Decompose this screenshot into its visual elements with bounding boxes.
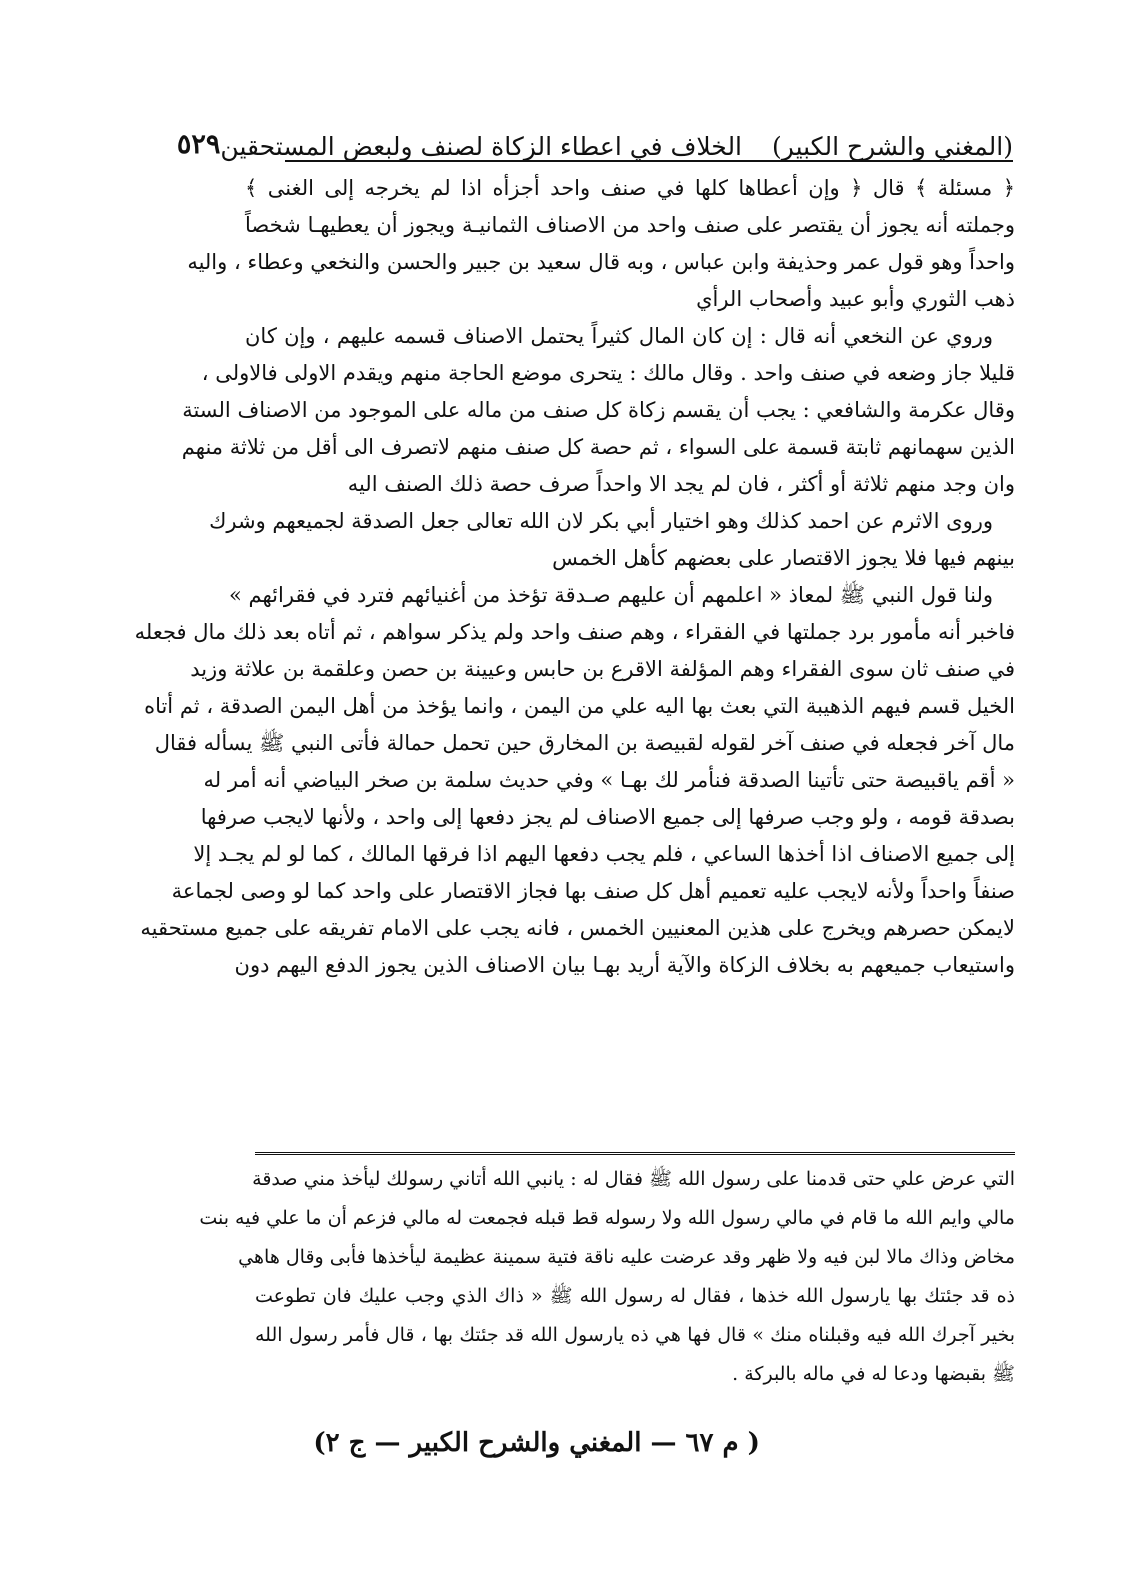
page-number: ٥٢٩ (176, 129, 221, 161)
text-line: قليلا جاز وضعه في صنف واحد . وقال مالك : يتحرى موضع الحاجة منهم ويقدم الاولى فالاولى ، (201, 361, 1015, 385)
text-line: ذهب الثوري وأبو عبيد وأصحاب الرأي (696, 287, 1015, 311)
section-title: الخلاف في اعطاء الزكاة لصنف ولبعض المستحقين (220, 131, 743, 161)
footnote-line: ذه قد جئتك بها يارسول الله خذها ، فقال له رسول الله ﷺ « ذاك الذي وجب عليك فان تطوعت (255, 1285, 1015, 1307)
text-line: في صنف ثان سوى الفقراء وهم المؤلفة الاقرع بن حابس وعيينة بن حصن وعلقمة بن علاثة وزيد (190, 657, 1015, 681)
text-line: بينهم فيها فلا يجوز الاقتصار على بعضهم كأهل الخمس (552, 546, 1015, 570)
running-header (176, 112, 1013, 161)
text-line: وروى الاثرم عن احمد كذلك وهو اختيار أبي بكر لان الله تعالى جعل الصدقة لجميعهم وشرك (209, 509, 993, 533)
footnote-text (199, 1160, 1015, 1394)
text-line: صنفاً واحداً ولأنه لايجب عليه تعميم أهل كل صنف بها فجاز الاقتصار على واحد كما لو وصى لجماعة (171, 879, 1015, 903)
text-line: بصدقة قومه ، ولو وجب صرفها إلى جميع الاصناف لم يجز دفعها إلى واحد ، ولأنها لايجب صرفها (200, 805, 1015, 829)
text-line: ﴿ مسئلة ﴾ قال ﴿ وإن أعطاها كلها في صنف واحد أجزأه اذا لم يخرجه إلى الغنى ﴾ (245, 176, 1015, 200)
text-line: واحداً وهو قول عمر وحذيفة وابن عباس ، وبه قال سعيد بن جبير والحسن والنخعي وعطاء ، واليه (187, 250, 1015, 274)
main-text (134, 170, 1015, 984)
text-line: الذين سهمانهم ثابتة قسمة على السواء ، ثم حصة كل صنف منهم لاتصرف الى أقل من ثلاثة منهم (181, 435, 1015, 459)
text-line: الخيل قسم فيهم الذهيبة التي بعث بها اليه علي من اليمن ، وانما يؤخذ من أهل اليمن الصدقة ، ثم أتاه (144, 694, 1015, 718)
footnote-line: التي عرض علي حتى قدمنا على رسول الله ﷺ فقال له : يانبي الله أتاني رسولك ليأخذ مني صدقة (252, 1168, 1015, 1190)
text-line: وجملته أنه يجوز أن يقتصر على صنف واحد من الاصناف الثمانيـة ويجوز أن يعطيهـا شخصاً (245, 213, 1015, 237)
text-line: مال آخر فجعله في صنف آخر لقوله لقبيصة بن المخارق حين تحمل حمالة فأتى النبي ﷺ يسأله فقال (154, 731, 1015, 755)
text-line: فاخبر أنه مأمور برد جملتها في الفقراء ، وهم صنف واحد ولم يذكر سواهم ، ثم أتاه بعد ذلك مال فجعله (134, 620, 1015, 644)
text-line: لايمكن حصرهم ويخرج على هذين المعنيين الخمس ، فانه يجب على الامام تفريقه على جميع مستحقيه (140, 916, 1015, 940)
book-title: (المغني والشرح الكبير) (772, 131, 1013, 161)
footnote-rule (255, 1152, 1015, 1155)
text-line: وروي عن النخعي أنه قال : إن كان المال كثيراً يحتمل الاصناف قسمه عليهم ، وإن كان (245, 324, 993, 348)
text-line: وقال عكرمة والشافعي : يجب أن يقسم زكاة كل صنف من ماله على الموجود من الاصناف الستة (182, 398, 1015, 422)
signature-mark: ( م ٦٧ — المغني والشرح الكبير — ج ٢) (313, 1428, 760, 1458)
text-line: « أقم ياقبيصة حتى تأتينا الصدقة فنأمر لك بهـا » وفي حديث سلمة بن صخر البياضي أنه أمر له (203, 768, 1015, 792)
footnote-line: مخاض وذاك مالا لبن فيه ولا ظهر وقد عرضت عليه ناقة فتية سمينة عظيمة ليأخذها فأبى وقال هاهي (238, 1246, 1015, 1268)
header-rule (285, 160, 1013, 162)
text-line: ولنا قول النبي ﷺ لمعاذ « اعلمهم أن عليهم صـدقة تؤخذ من أغنيائهم فترد في فقرائهم » (228, 583, 993, 607)
text-line: إلى جميع الاصناف اذا أخذها الساعي ، فلم يجب دفعها اليهم اذا فرقها المالك ، كما لو لم يجـد إلا (193, 842, 1015, 866)
footnote-line: ﷺ بقبضها ودعا له في ماله بالبركة . (732, 1363, 1015, 1385)
text-line: وان وجد منهم ثلاثة أو أكثر ، فان لم يجد الا واحداً صرف حصة ذلك الصنف اليه (347, 472, 1015, 496)
text-line: واستيعاب جميعهم به بخلاف الزكاة والآية أريد بهـا بيان الاصناف الذين يجوز الدفع اليهم دون (234, 953, 1015, 977)
footnote-line: مالي وايم الله ما قام في مالي رسول الله ولا رسوله قط قبله فجمعت له مالي فزعم أن ما علي فيه بنت (199, 1207, 1015, 1229)
footnote-line: بخير آجرك الله فيه وقبلناه منك » قال فها هي ذه يارسول الله قد جئتك بها ، قال فأمر رسول الله (255, 1324, 1015, 1346)
